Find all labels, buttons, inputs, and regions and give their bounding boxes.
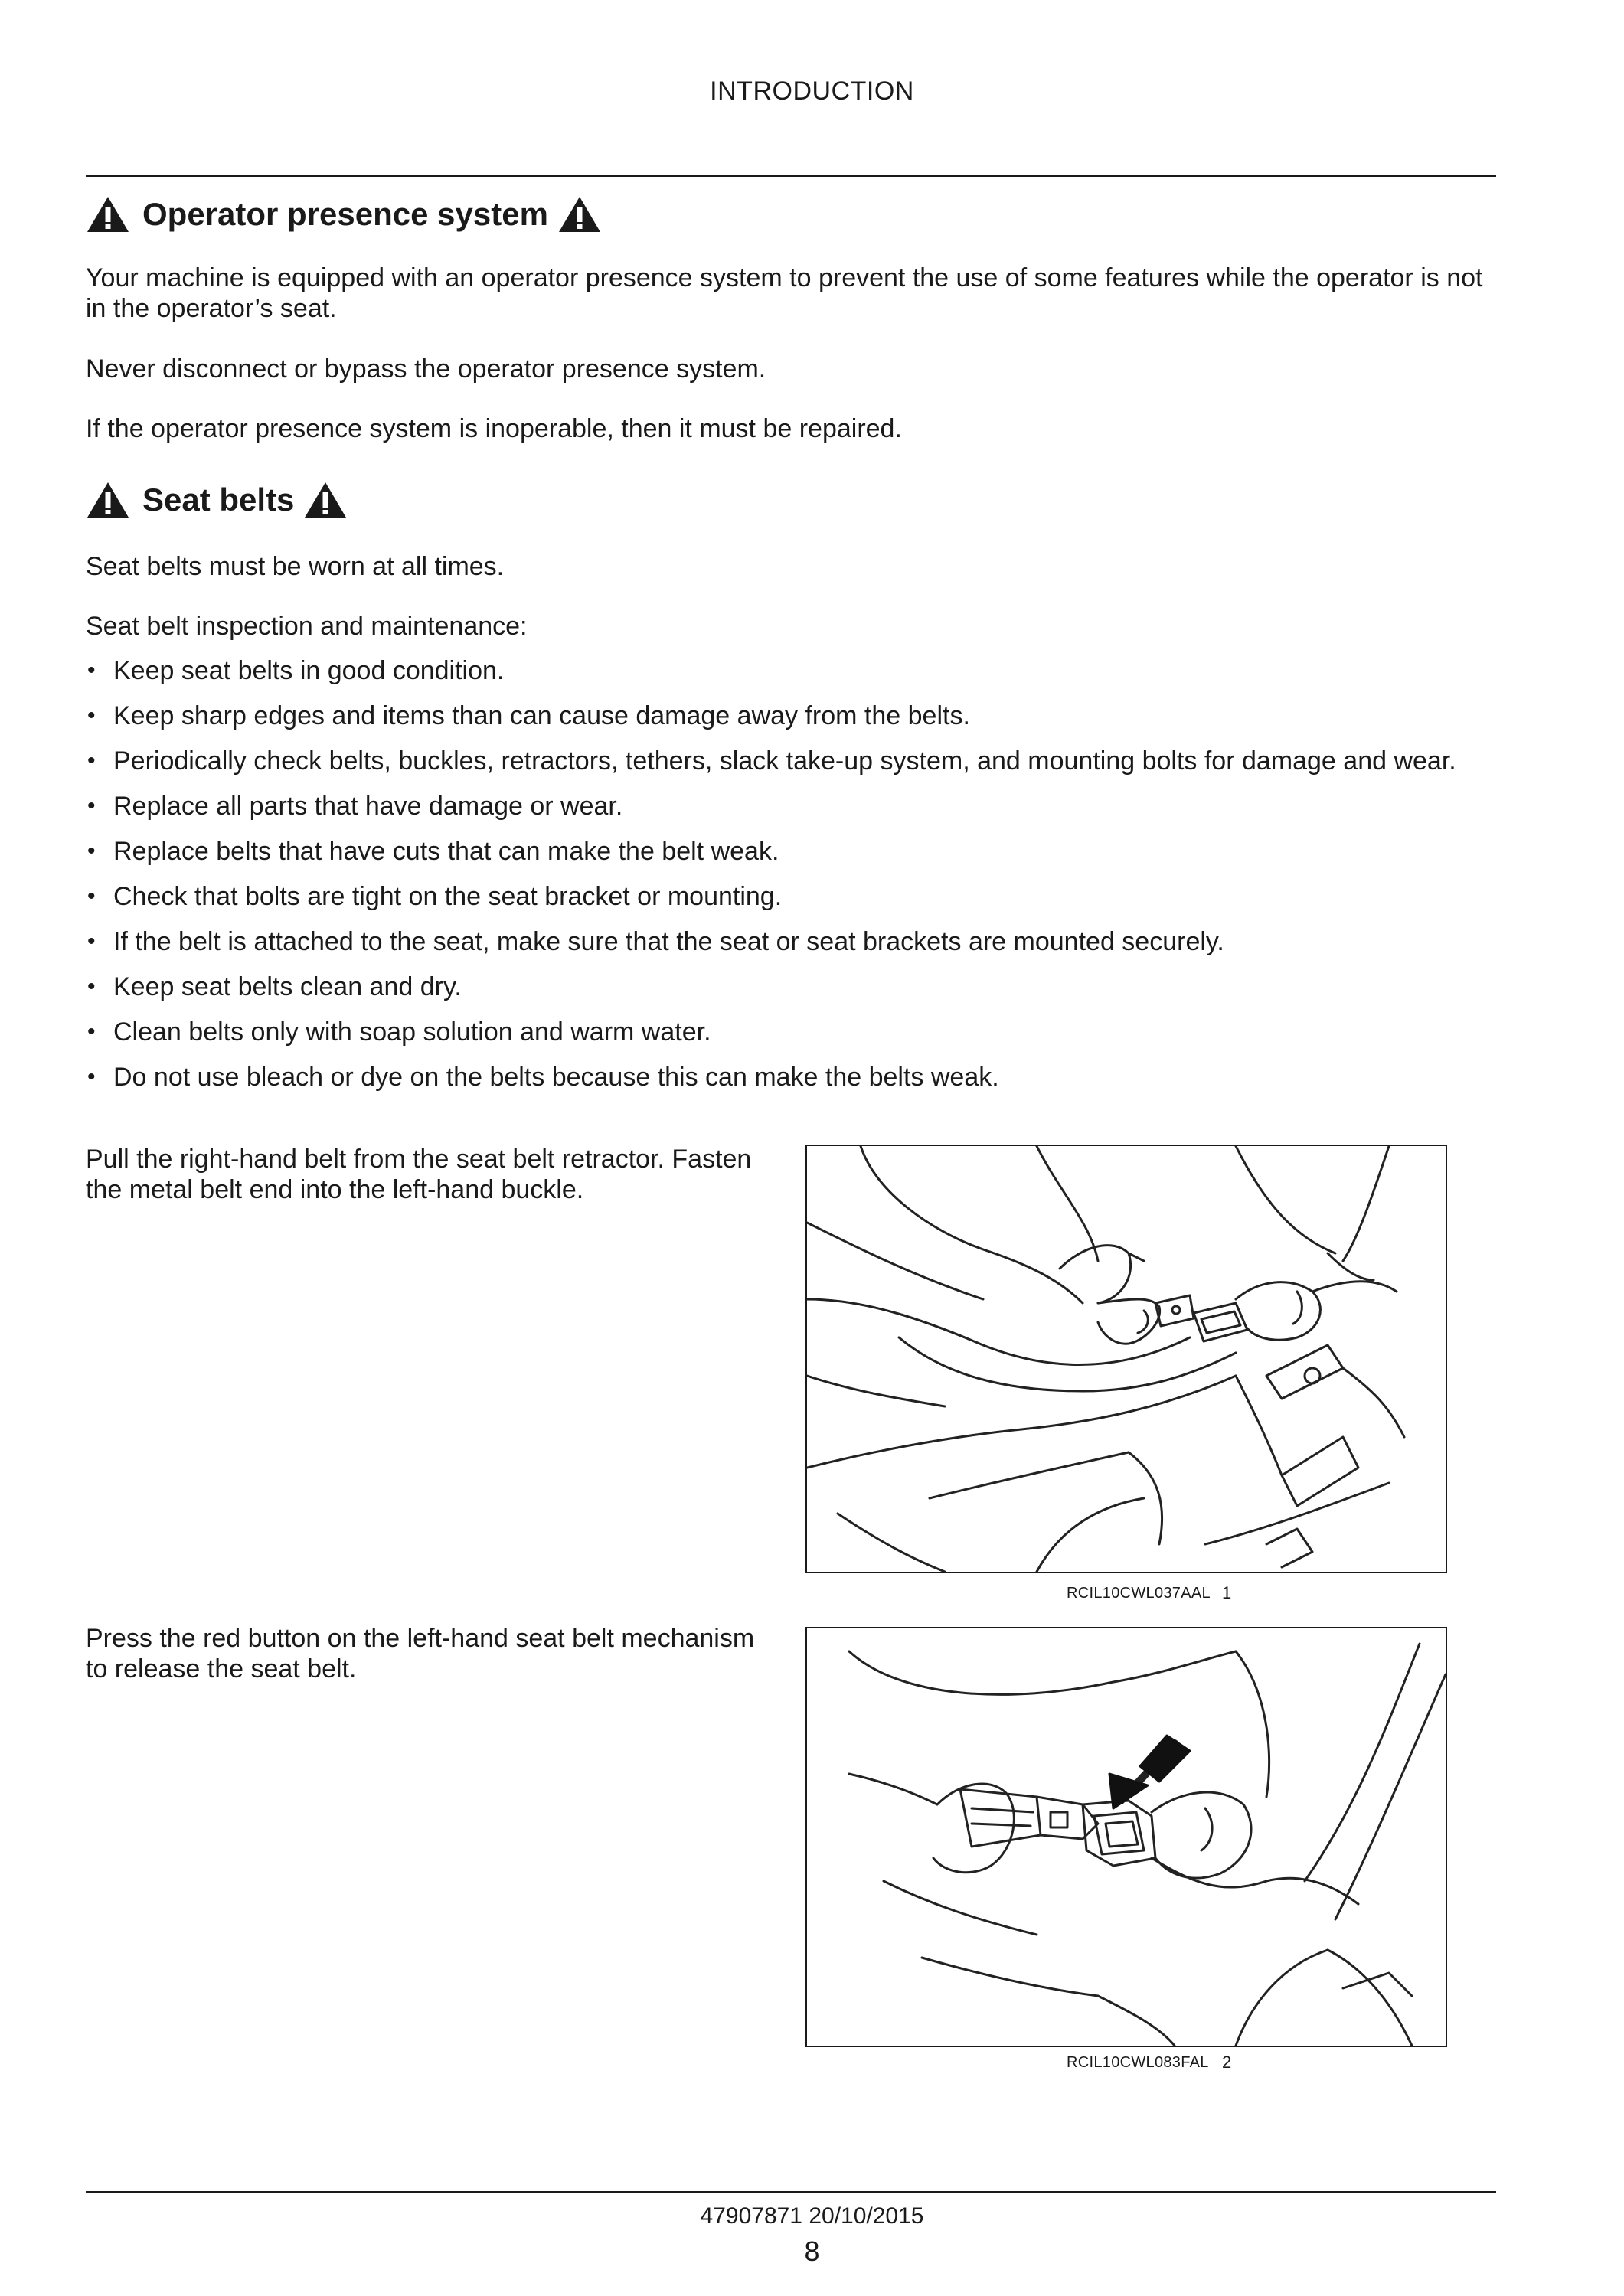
figure-code: RCIL10CWL037AAL [1067, 1585, 1211, 1602]
list-item: • Keep sharp edges and items than can cause damage away from the belts. [87, 701, 970, 730]
warning-triangle-icon [557, 195, 602, 234]
warning-triangle-icon [86, 195, 130, 234]
step-instruction-fasten: Pull the right-hand belt from the seat belt retractor. Fasten the metal belt end into the left-hand buckle. [86, 1145, 752, 1204]
figure-release-seat-belt [805, 1627, 1447, 2047]
page-header-title: INTRODUCTION [710, 77, 914, 106]
list-item: • Do not use bleach or dye on the belts because this can make the belts weak. [87, 1063, 999, 1092]
figure-number: 1 [1222, 1583, 1232, 1602]
footer-document-id: 47907871 20/10/2015 [700, 2203, 924, 2229]
footer-rule [86, 2191, 1496, 2193]
figure-code: RCIL10CWL083FAL [1067, 2054, 1209, 2071]
paragraph: Seat belts must be worn at all times. [86, 552, 505, 581]
warning-triangle-icon [86, 481, 130, 519]
section-title-operator-presence [86, 195, 602, 234]
step-instruction-release: Press the red button on the left-hand seat belt mechanism to release the seat belt. [86, 1624, 755, 1684]
list-item: • Keep seat belts clean and dry. [87, 972, 462, 1001]
header-rule [86, 175, 1496, 177]
paragraph: If the operator presence system is inoperable, then it must be repaired. [86, 414, 902, 443]
list-item: • Replace all parts that have damage or wear. [87, 792, 623, 821]
warning-triangle-icon [303, 481, 348, 519]
figure-fasten-seat-belt [805, 1145, 1447, 1573]
page-number: 8 [804, 2236, 820, 2267]
list-item: • Clean belts only with soap solution and warm water. [87, 1017, 711, 1047]
paragraph: Your machine is equipped with an operator presence system to prevent the use of some features while the operator is not in the operator’s seat. [86, 263, 1483, 323]
list-item: • Periodically check belts, buckles, retractors, tethers, slack take-up system, and mounting bolts for damage and wear. [87, 746, 1456, 776]
figure-number: 2 [1222, 2053, 1232, 2072]
section-title-seat-belts [86, 481, 348, 519]
paragraph: Never disconnect or bypass the operator presence system. [86, 354, 766, 384]
maintenance-bullet-list [86, 655, 1496, 1107]
list-item: • Replace belts that have cuts that can make the belt weak. [87, 837, 779, 866]
list-item: • If the belt is attached to the seat, make sure that the seat or seat brackets are mounted securely. [87, 927, 1224, 956]
list-item: • Keep seat belts in good condition. [87, 656, 505, 685]
paragraph: Seat belt inspection and maintenance: [86, 612, 528, 641]
section-title-text: Seat belts [142, 482, 295, 518]
section-title-text: Operator presence system [142, 196, 548, 232]
list-item: • Check that bolts are tight on the seat bracket or mounting. [87, 882, 783, 911]
